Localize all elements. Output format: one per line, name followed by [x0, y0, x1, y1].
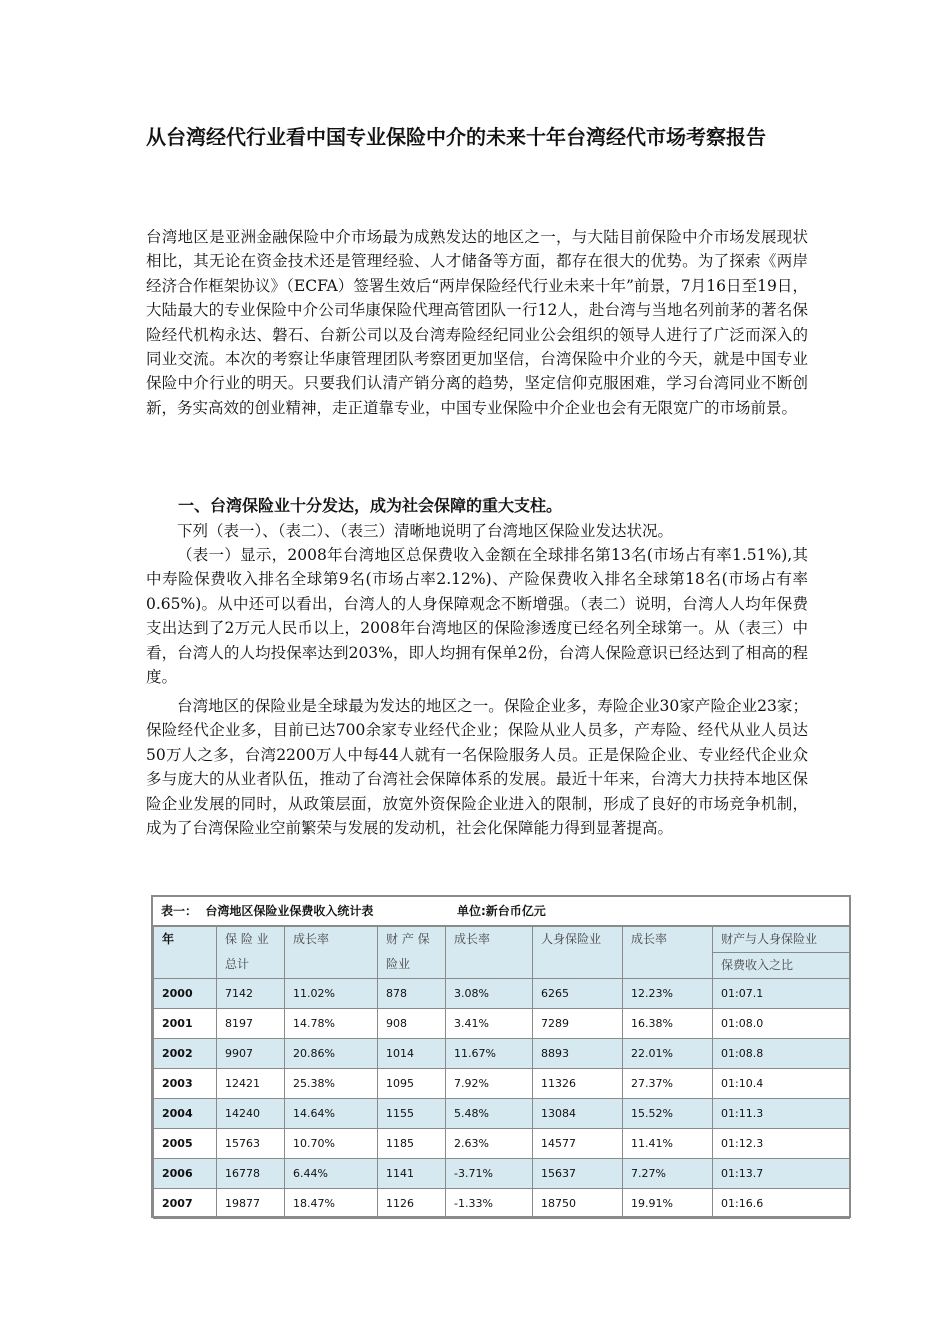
cell-ratio: 01:08.0 — [713, 1009, 850, 1039]
cell-growth-property: -1.33% — [446, 1189, 533, 1219]
table-row — [154, 1099, 850, 1129]
cell-year: 2003 — [154, 1069, 217, 1099]
header-total: 保 险 业 总计 — [217, 927, 285, 979]
cell-growth-total: 10.70% — [285, 1129, 378, 1159]
table-caption — [153, 897, 849, 926]
cell-growth-property: 11.67% — [446, 1039, 533, 1069]
table-row — [154, 1009, 850, 1039]
cell-year: 2007 — [154, 1189, 217, 1219]
cell-ratio: 01:11.3 — [713, 1099, 850, 1129]
cell-growth-total: 18.47% — [285, 1189, 378, 1219]
cell-growth-total: 6.44% — [285, 1159, 378, 1189]
table-row — [154, 1189, 850, 1219]
cell-total: 9907 — [217, 1039, 285, 1069]
header-growth-property: 成长率 — [446, 927, 533, 979]
cell-growth-total: 11.02% — [285, 979, 378, 1009]
header-year: 年 — [154, 927, 217, 979]
cell-life: 15637 — [533, 1159, 623, 1189]
section-heading: 一、台湾保险业十分发达，成为社会保障的重大支柱。 — [178, 496, 563, 515]
cell-ratio: 01:10.4 — [713, 1069, 850, 1099]
cell-ratio: 01:07.1 — [713, 979, 850, 1009]
cell-growth-property: 3.08% — [446, 979, 533, 1009]
cell-year: 2006 — [154, 1159, 217, 1189]
cell-property: 1155 — [378, 1099, 446, 1129]
cell-growth-total: 14.64% — [285, 1099, 378, 1129]
cell-year: 2004 — [154, 1099, 217, 1129]
header-property: 财 产 保 险业 — [378, 927, 446, 979]
cell-total: 16778 — [217, 1159, 285, 1189]
table-header-row — [154, 927, 850, 979]
cell-growth-property: 3.41% — [446, 1009, 533, 1039]
cell-life: 14577 — [533, 1129, 623, 1159]
cell-life: 7289 — [533, 1009, 623, 1039]
premium-table — [151, 895, 851, 1218]
cell-growth-life: 12.23% — [623, 979, 713, 1009]
cell-property: 1095 — [378, 1069, 446, 1099]
cell-growth-life: 16.38% — [623, 1009, 713, 1039]
cell-ratio: 01:13.7 — [713, 1159, 850, 1189]
header-life: 人身保险业 — [533, 927, 623, 979]
caption-title: 台湾地区保险业保费收入统计表 — [205, 904, 374, 918]
cell-property: 1141 — [378, 1159, 446, 1189]
cell-growth-life: 22.01% — [623, 1039, 713, 1069]
cell-life: 13084 — [533, 1099, 623, 1129]
section-paragraph-2: （表一）显示，2008年台湾地区总保费收入金额在全球排名第13名(市场占有率1.51%),其中寿险保费收入排名全球第9名(市场占率2.12%)、产险保费收入排名全球第18名(市场占有率0.65%)。从中还可以看出，台湾人的人身保障观念不断增强。（表二）说明，台湾人人均年保费支出达到了2万元人民币以上，2008年台湾地区的保险渗透度已经名列全球第一。从（表三）中看，台湾人的人均投保率达到203%，即人均拥有保单2份，台湾人保险意识已经达到了相高的程度。 — [146, 546, 808, 687]
cell-total: 8197 — [217, 1009, 285, 1039]
page-title: 从台湾经代行业看中国专业保险中介的未来十年台湾经代市场考察报告 — [146, 125, 766, 149]
cell-growth-life: 15.52% — [623, 1099, 713, 1129]
cell-growth-life: 27.37% — [623, 1069, 713, 1099]
header-ratio — [713, 927, 850, 979]
cell-total: 12421 — [217, 1069, 285, 1099]
cell-ratio: 01:12.3 — [713, 1129, 850, 1159]
header-ratio-bottom: 保费收入之比 — [721, 958, 794, 972]
intro-paragraph: 台湾地区是亚洲金融保险中介市场最为成熟发达的地区之一，与大陆目前保险中介市场发展现状相比，其无论在资金技术还是管理经验、人才储备等方面，都存在很大的优势。为了探索《两岸经济合作框架协议》（ECFA）签署生效后“两岸保险经代行业未来十年”前景，7月16日至19日，大陆最大的专业保险中介公司华康保险代理高管团队一行12人，赴台湾与当地名列前茅的著名保险经代机构永达、磐石、台新公司以及台湾寿险经纪同业公会组织的领导人进行了广泛而深入的同业交流。本次的考察让华康管理团队考察团更加坚信，台湾保险中介业的今天，就是中国专业保险中介行业的明天。只要我们认清产销分离的趋势，坚定信仰克服困难，学习台湾同业不断创新，务实高效的创业精神，走正道靠专业，中国专业保险中介企业也会有无限宽广的市场前景。 — [146, 228, 808, 417]
cell-ratio: 01:08.8 — [713, 1039, 850, 1069]
cell-life: 6265 — [533, 979, 623, 1009]
header-growth-total: 成长率 — [285, 927, 378, 979]
table-row — [154, 1039, 850, 1069]
cell-life: 18750 — [533, 1189, 623, 1219]
cell-growth-total: 14.78% — [285, 1009, 378, 1039]
cell-total: 15763 — [217, 1129, 285, 1159]
cell-year: 2005 — [154, 1129, 217, 1159]
cell-growth-property: 7.92% — [446, 1069, 533, 1099]
table-row — [154, 1069, 850, 1099]
cell-life: 11326 — [533, 1069, 623, 1099]
cell-growth-property: 2.63% — [446, 1129, 533, 1159]
header-ratio-top: 财产与人身保险业 — [713, 927, 849, 953]
cell-growth-life: 19.91% — [623, 1189, 713, 1219]
cell-life: 8893 — [533, 1039, 623, 1069]
cell-total: 14240 — [217, 1099, 285, 1129]
caption-label: 表一： — [161, 904, 198, 918]
cell-growth-life: 11.41% — [623, 1129, 713, 1159]
section-paragraph-3: 台湾地区的保险业是全球最为发达的地区之一。保险企业多，寿险企业30家产险企业23家；保险经代企业多，目前已达700余家专业经代企业；保险从业人员多，产寿险、经代从业人员达50万人之多，台湾2200万人中每44人就有一名保险服务人员。正是保险企业、专业经代企业众多与庞大的从业者队伍，推动了台湾社会保障体系的发展。最近十年来，台湾大力扶持本地区保险企业发展的同时，从政策层面，放宽外资保险企业进入的限制，形成了良好的市场竞争机制，成为了台湾保险业空前繁荣与发展的发动机，社会化保障能力得到显著提高。 — [146, 697, 808, 838]
cell-year: 2001 — [154, 1009, 217, 1039]
cell-property: 1014 — [378, 1039, 446, 1069]
cell-growth-life: 7.27% — [623, 1159, 713, 1189]
table-row — [154, 1129, 850, 1159]
cell-property: 878 — [378, 979, 446, 1009]
cell-growth-total: 20.86% — [285, 1039, 378, 1069]
cell-total: 7142 — [217, 979, 285, 1009]
cell-total: 19877 — [217, 1189, 285, 1219]
section-paragraph-1: 下列（表一）、（表二）、（表三）清晰地说明了台湾地区保险业发达状况。 — [177, 522, 674, 540]
cell-property: 1185 — [378, 1129, 446, 1159]
cell-growth-property: -3.71% — [446, 1159, 533, 1189]
caption-unit: 单位:新台币亿元 — [456, 904, 546, 918]
premium-table-grid — [153, 926, 850, 1219]
cell-property: 1126 — [378, 1189, 446, 1219]
header-growth-life: 成长率 — [623, 927, 713, 979]
cell-growth-property: 5.48% — [446, 1099, 533, 1129]
cell-year: 2002 — [154, 1039, 217, 1069]
table-row — [154, 1159, 850, 1189]
cell-property: 908 — [378, 1009, 446, 1039]
table-row — [154, 979, 850, 1009]
cell-growth-total: 25.38% — [285, 1069, 378, 1099]
cell-year: 2000 — [154, 979, 217, 1009]
cell-ratio: 01:16.6 — [713, 1189, 850, 1219]
